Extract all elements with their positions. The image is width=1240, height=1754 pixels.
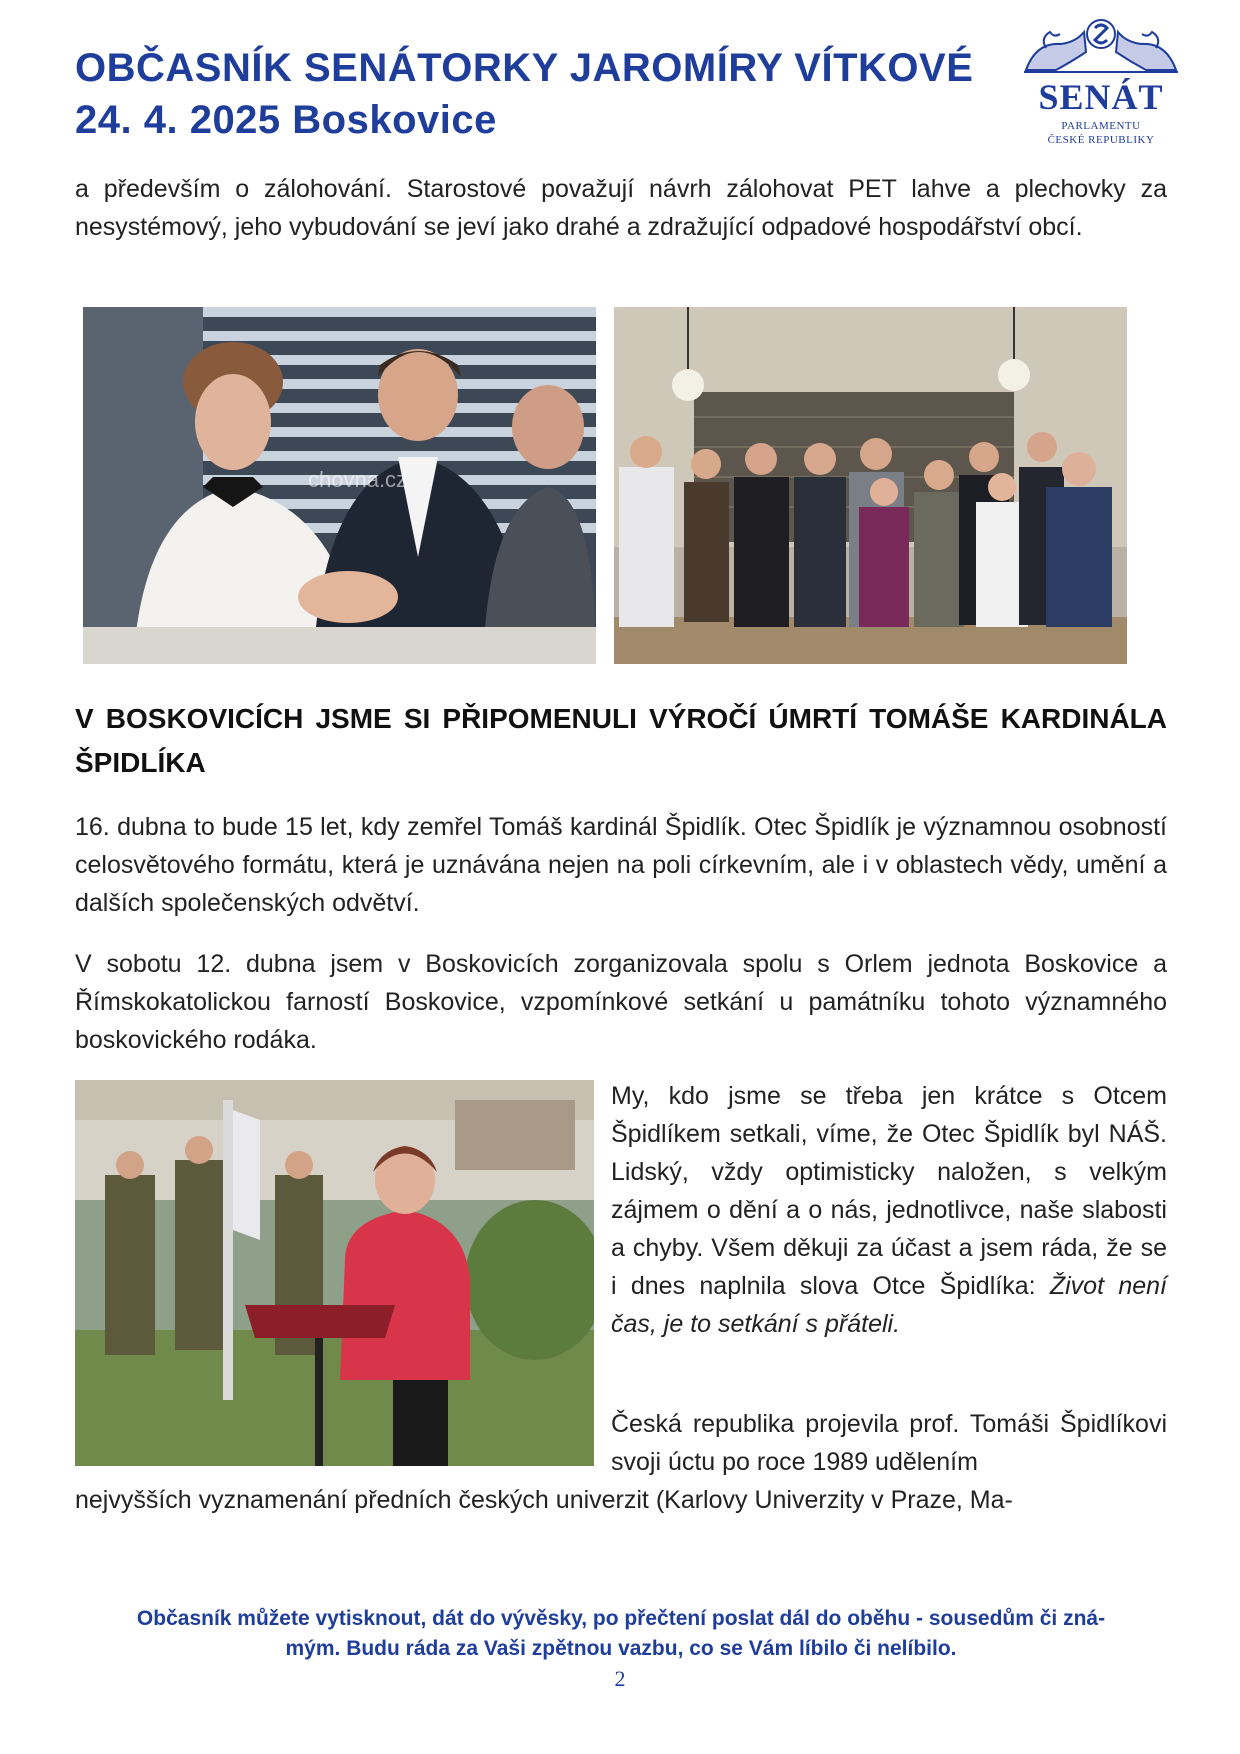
memorial-photo-image [75, 1080, 594, 1466]
photo-meeting [83, 307, 596, 664]
paragraph-anniversary: 16. dubna to bude 15 let, kdy zemřel Tomáš kardinál Špidlík. Otec Špidlík je významnou osobností celosvětového formátu, která je uznávána nejen na poli církevním, ale i v oblastech vědy, umění a dalších společenských odvětví. [75, 813, 1167, 917]
meeting-photo-image [83, 307, 596, 664]
newsletter-title [75, 42, 974, 146]
photo-memorial-speech [75, 1080, 594, 1466]
paragraph-personal-memory [611, 1077, 1167, 1343]
footer-line-1: Občasník můžete vytisknout, dát do vývěsky, po přečtení poslat dál do oběhu - sousedům či zná- [136, 1607, 1106, 1630]
group-photo-image [614, 307, 1127, 664]
paragraph-honors-part1: Česká republika projevila prof. Tomáši Špidlíkovi svoji úctu po roce 1989 udělením [611, 1410, 1167, 1476]
section-heading: V BOSKOVICÍCH JSME SI PŘIPOMENULI VÝROČÍ ÚMRTÍ TOMÁŠE KARDINÁLA ŠPIDLÍKA [75, 703, 1167, 778]
title-line-1: OBČASNÍK SENÁTORKY JAROMÍRY VÍTKOVÉ [75, 46, 974, 90]
photo-group [614, 307, 1127, 664]
senate-logo [1016, 12, 1186, 146]
logo-subtitle-2: ČESKÉ REPUBLIKY [1047, 134, 1155, 146]
photo-watermark: chovna.cz [308, 467, 408, 492]
paragraph-memorial-meeting: V sobotu 12. dubna jsem v Boskovicích zorganizovala spolu s Orlem jednota Boskovice a Římskokatolickou farností Boskovice, vzpomínkové setkání u památníku tohoto významného boskovického rodáka. [75, 950, 1167, 1054]
logo-wordmark: SENÁT [1038, 77, 1164, 117]
footer-note [75, 1604, 1167, 1664]
title-line-2: 24. 4. 2025 Boskovice [75, 98, 497, 142]
personal-memory-text: My, kdo jsme se třeba jen krátce s Otcem Špidlíkem setkali, víme, že Otec Špidlík byl NÁŠ. Lidský, vždy optimisticky naložen, s velkým zájmem o dění a o nás, jednotlivce, naše slabosti a chyby. Všem děkuji za účast a jsem ráda, že se i dnes naplnila slova Otce Špidlíka: [611, 1082, 1167, 1300]
senate-emblem-icon [1016, 12, 1186, 78]
spidlik-quote: Život není čas, je to setkání s přáteli. [611, 1272, 1168, 1338]
page-number: 2 [614, 1666, 626, 1691]
intro-paragraph: a především o zálohování. Starostové považují návrh zálohovat PET lahve a plechovky za nesystémový, jeho vybudování se jeví jako drahé a zdražující odpadové hospodářství obcí. [75, 175, 1167, 241]
footer-line-2: mým. Budu ráda za Vaši zpětnou vazbu, co se Vám líbilo či nelíbilo. [285, 1637, 957, 1660]
paragraph-honors-part2: nejvyšších vyznamenání předních českých univerzit (Karlovy Univerzity v Praze, Ma- [75, 1486, 1013, 1514]
logo-subtitle-1: PARLAMENTU [1061, 120, 1141, 132]
